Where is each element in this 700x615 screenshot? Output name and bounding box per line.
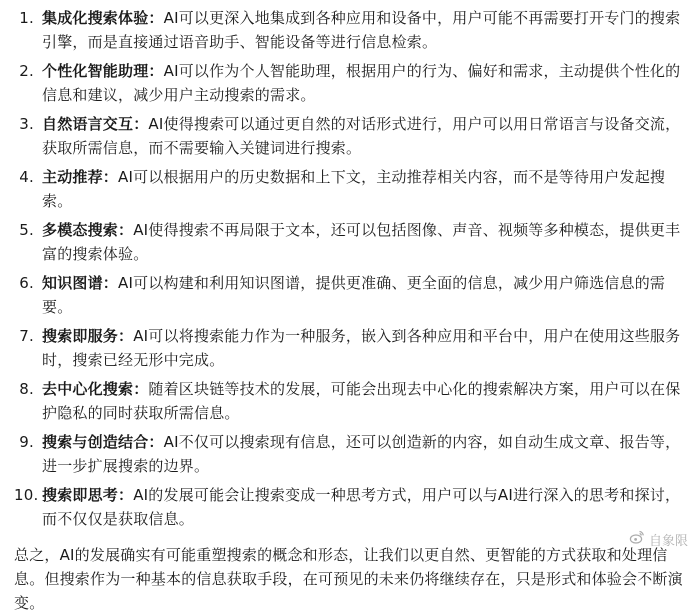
list-item [14,324,690,372]
numbered-list [14,6,690,531]
item-heading: 搜索即服务： [42,327,134,345]
item-heading: 搜索与创造结合： [42,433,164,451]
item-number: 1. [19,9,34,27]
item-heading: 去中心化搜索： [42,380,149,398]
item-body: AI可以作为个人智能助理，根据用户的行为、偏好和需求，主动提供个性化的信息和建议，减少用户主动搜索的需求。 [42,62,681,104]
item-body: AI可以更深入地集成到各种应用和设备中，用户可能不再需要打开专门的搜索引擎，而是直接通过语音助手、智能设备等进行信息检索。 [42,9,681,51]
weibo-icon [629,529,645,549]
item-heading: 自然语言交互： [42,115,149,133]
item-body: 随着区块链等技术的发展，可能会出现去中心化的搜索解决方案，用户可以在保护隐私的同时获取所需信息。 [42,380,681,422]
list-item [14,377,690,425]
list-item [14,483,690,531]
list-item [14,430,690,478]
list-item [14,59,690,107]
item-body: AI的发展可能会让搜索变成一种思考方式，用户可以与AI进行深入的思考和探讨，而不仅仅是获取信息。 [42,486,681,528]
item-number: 3. [19,115,34,133]
item-body: AI可以将搜索能力作为一种服务，嵌入到各种应用和平台中，用户在使用这些服务时，搜索已经无形中完成。 [42,327,681,369]
item-number: 7. [19,327,34,345]
item-heading: 搜索即思考： [42,486,134,504]
list-item [14,218,690,266]
item-number: 9. [19,433,34,451]
list-item [14,165,690,213]
item-heading: 集成化搜索体验： [42,9,164,27]
item-body: AI不仅可以搜索现有信息，还可以创造新的内容，如自动生成文章、报告等，进一步扩展搜索的边界。 [42,433,681,475]
item-heading: 知识图谱： [42,274,119,292]
item-number: 10. [14,486,39,504]
item-body: AI可以构建和利用知识图谱，提供更准确、更全面的信息，减少用户筛选信息的需要。 [42,274,666,316]
list-item [14,112,690,160]
item-number: 6. [19,274,34,292]
watermark [629,529,688,549]
list-item [14,6,690,54]
watermark-text: 自象限 [648,533,688,549]
item-heading: 多模态搜索： [42,221,134,239]
item-body: AI使得搜索不再局限于文本，还可以包括图像、声音、视频等多种模态，提供更丰富的搜索体验。 [42,221,681,263]
item-body: AI使得搜索可以通过更自然的对话形式进行，用户可以用日常语言与设备交流，获取所需信息，而不需要输入关键词进行搜索。 [42,115,681,157]
summary-paragraph: 总之，AI的发展确实有可能重塑搜索的概念和形态，让我们以更自然、更智能的方式获取和处理信息。但搜索作为一种基本的信息获取手段，在可预见的未来仍将继续存在，只是形式和体验会不断演变。 [14,546,683,612]
item-number: 5. [19,221,34,239]
item-number: 4. [19,168,34,186]
item-heading: 主动推荐： [42,168,119,186]
list-item [14,271,690,319]
item-heading: 个性化智能助理： [42,62,164,80]
item-body: AI可以根据用户的历史数据和上下文，主动推荐相关内容，而不是等待用户发起搜索。 [42,168,666,210]
item-number: 8. [19,380,34,398]
item-number: 2. [19,62,34,80]
